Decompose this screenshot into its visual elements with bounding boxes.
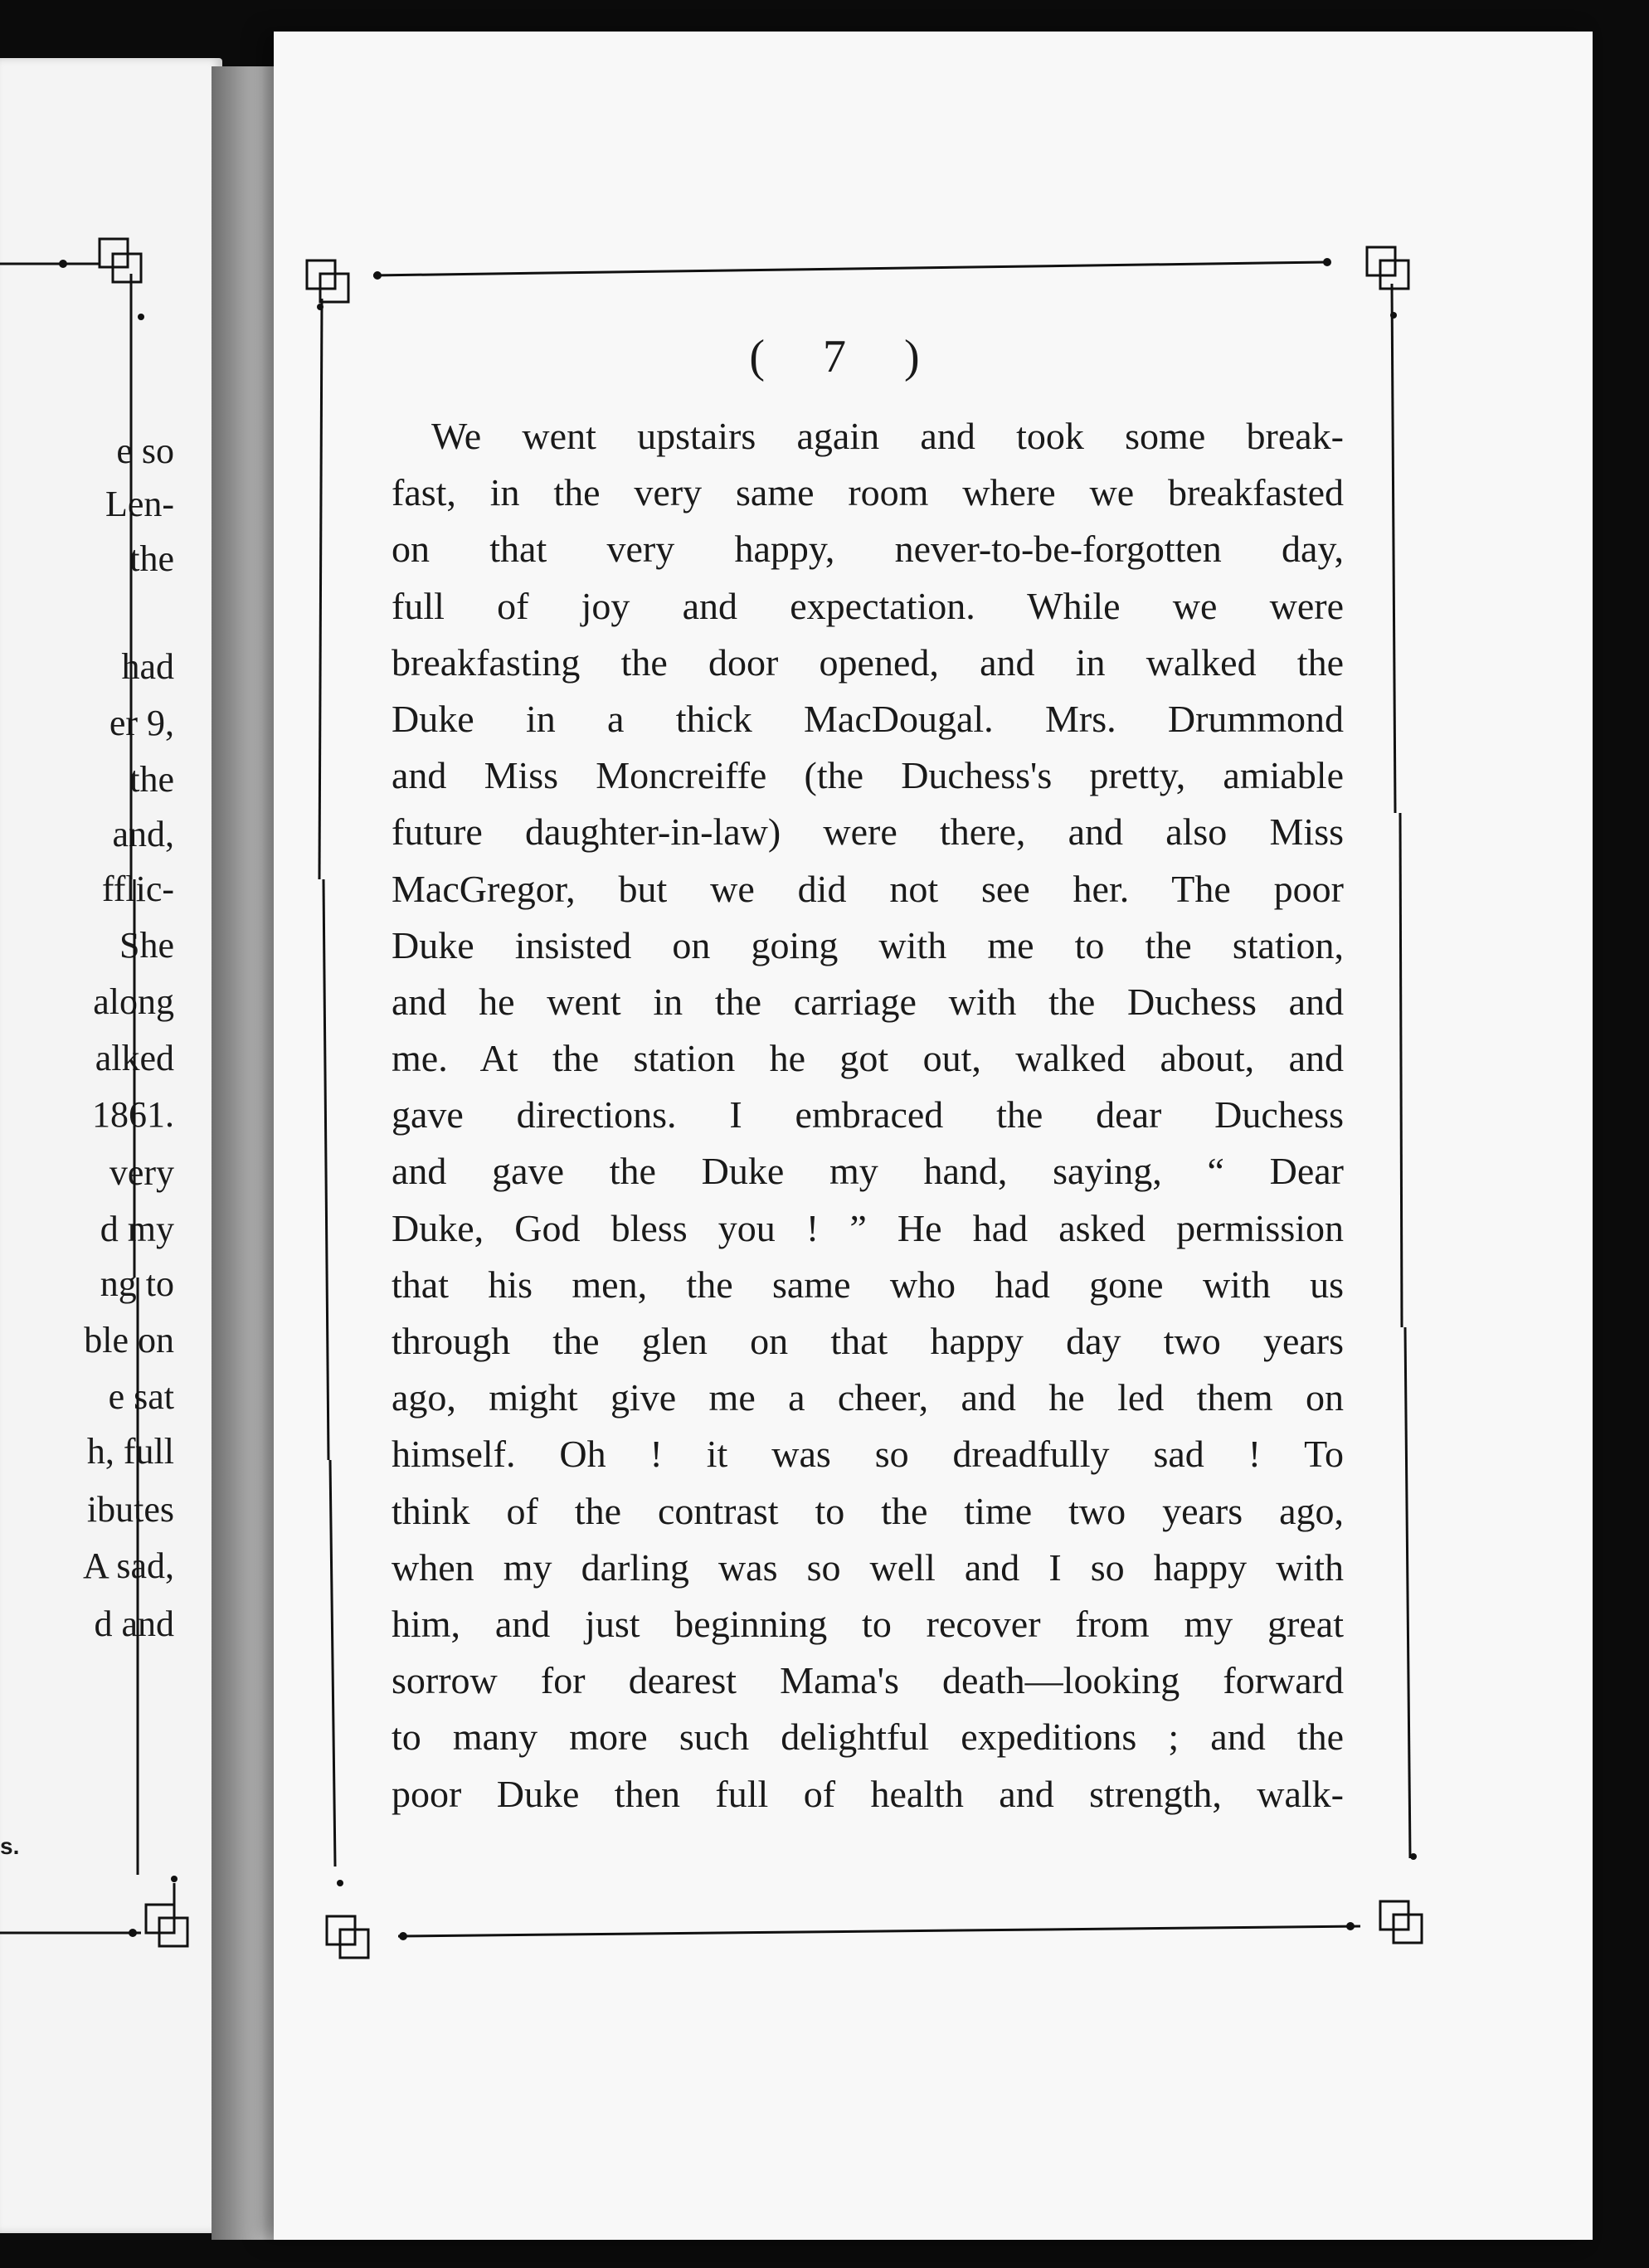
text-line: breakfasting the door opened, and in walked the: [392, 640, 1344, 684]
text-line: to many more such delightful expeditions ; and the: [392, 1716, 1344, 1759]
text-line: We went upstairs again and took some break-: [431, 415, 1344, 457]
page-number: ( 7 ): [749, 331, 943, 382]
left-page-line: and,: [112, 814, 174, 854]
text-line: poor Duke then full of health and strength, walk-: [392, 1772, 1344, 1815]
text-line: through the glen on that happy day two years: [392, 1320, 1344, 1362]
page-body-text: [392, 408, 1344, 1823]
left-page-line: h, full: [86, 1431, 174, 1472]
left-page-line: fflic-: [101, 869, 174, 909]
text-line: himself. Oh ! it was so dreadfully sad ! To: [392, 1433, 1344, 1476]
text-line: Duke in a thick MacDougal. Mrs. Drummond: [392, 697, 1344, 740]
text-line: sorrow for dearest Mama's death—looking forward: [392, 1659, 1344, 1702]
left-page-border: [0, 239, 187, 1946]
text-line: and he went in the carriage with the Duchess and: [392, 980, 1344, 1023]
text-line: and Miss Moncreiffe (the Duchess's pretty, amiable: [392, 754, 1344, 797]
left-page-line: e so: [116, 431, 174, 471]
text-line: when my darling was so well and I so happy with: [392, 1545, 1344, 1589]
left-page-line: She: [119, 925, 174, 966]
text-line: fast, in the very same room where we breakfasted: [392, 471, 1344, 514]
left-page-line: very: [109, 1152, 174, 1193]
left-page-line: er 9,: [109, 703, 174, 743]
text-line: Duke insisted on going with me to the station,: [392, 923, 1344, 966]
text-line: me. At the station he got out, walked about, and: [392, 1037, 1344, 1080]
text-line: and gave the Duke my hand, saying, “ Dear: [392, 1150, 1344, 1193]
left-page-line: A sad,: [83, 1545, 174, 1586]
text-line: ago, might give me a cheer, and he led them on: [392, 1376, 1344, 1419]
left-page-line: the: [129, 538, 174, 579]
text-line: Duke, God bless you ! ” He had asked permission: [392, 1206, 1344, 1249]
text-line: gave directions. I embraced the dear Duchess: [392, 1093, 1344, 1136]
text-line: him, and just beginning to recover from my great: [392, 1602, 1344, 1645]
text-line: on that very happy, never-to-be-forgotten day,: [392, 528, 1344, 571]
left-page-line: 1861.: [92, 1094, 174, 1135]
text-line: full of joy and expectation. While we were: [392, 584, 1344, 627]
left-page-line: along: [93, 981, 174, 1022]
left-page-line: alked: [95, 1038, 174, 1078]
left-page-line: the: [129, 759, 174, 800]
left-page-line: ng to: [100, 1263, 174, 1304]
text-line: future daughter-in-law) were there, and also Miss: [392, 810, 1344, 854]
left-page-line: ble on: [84, 1320, 174, 1360]
left-page-line: e sat: [108, 1376, 174, 1417]
text-line: that his men, the same who had gone with us: [392, 1263, 1344, 1306]
left-page-line: Len-: [105, 484, 174, 524]
text-line: think of the contrast to the time two years ago,: [392, 1489, 1344, 1532]
left-page-signature-fragment: s.: [0, 1833, 20, 1859]
left-page-line: ibutes: [86, 1489, 174, 1530]
left-page-line: d my: [100, 1209, 174, 1249]
left-page-line: d and: [94, 1604, 174, 1644]
text-line: MacGregor, but we did not see her. The poor: [392, 867, 1344, 910]
left-page-line: had: [121, 646, 174, 687]
